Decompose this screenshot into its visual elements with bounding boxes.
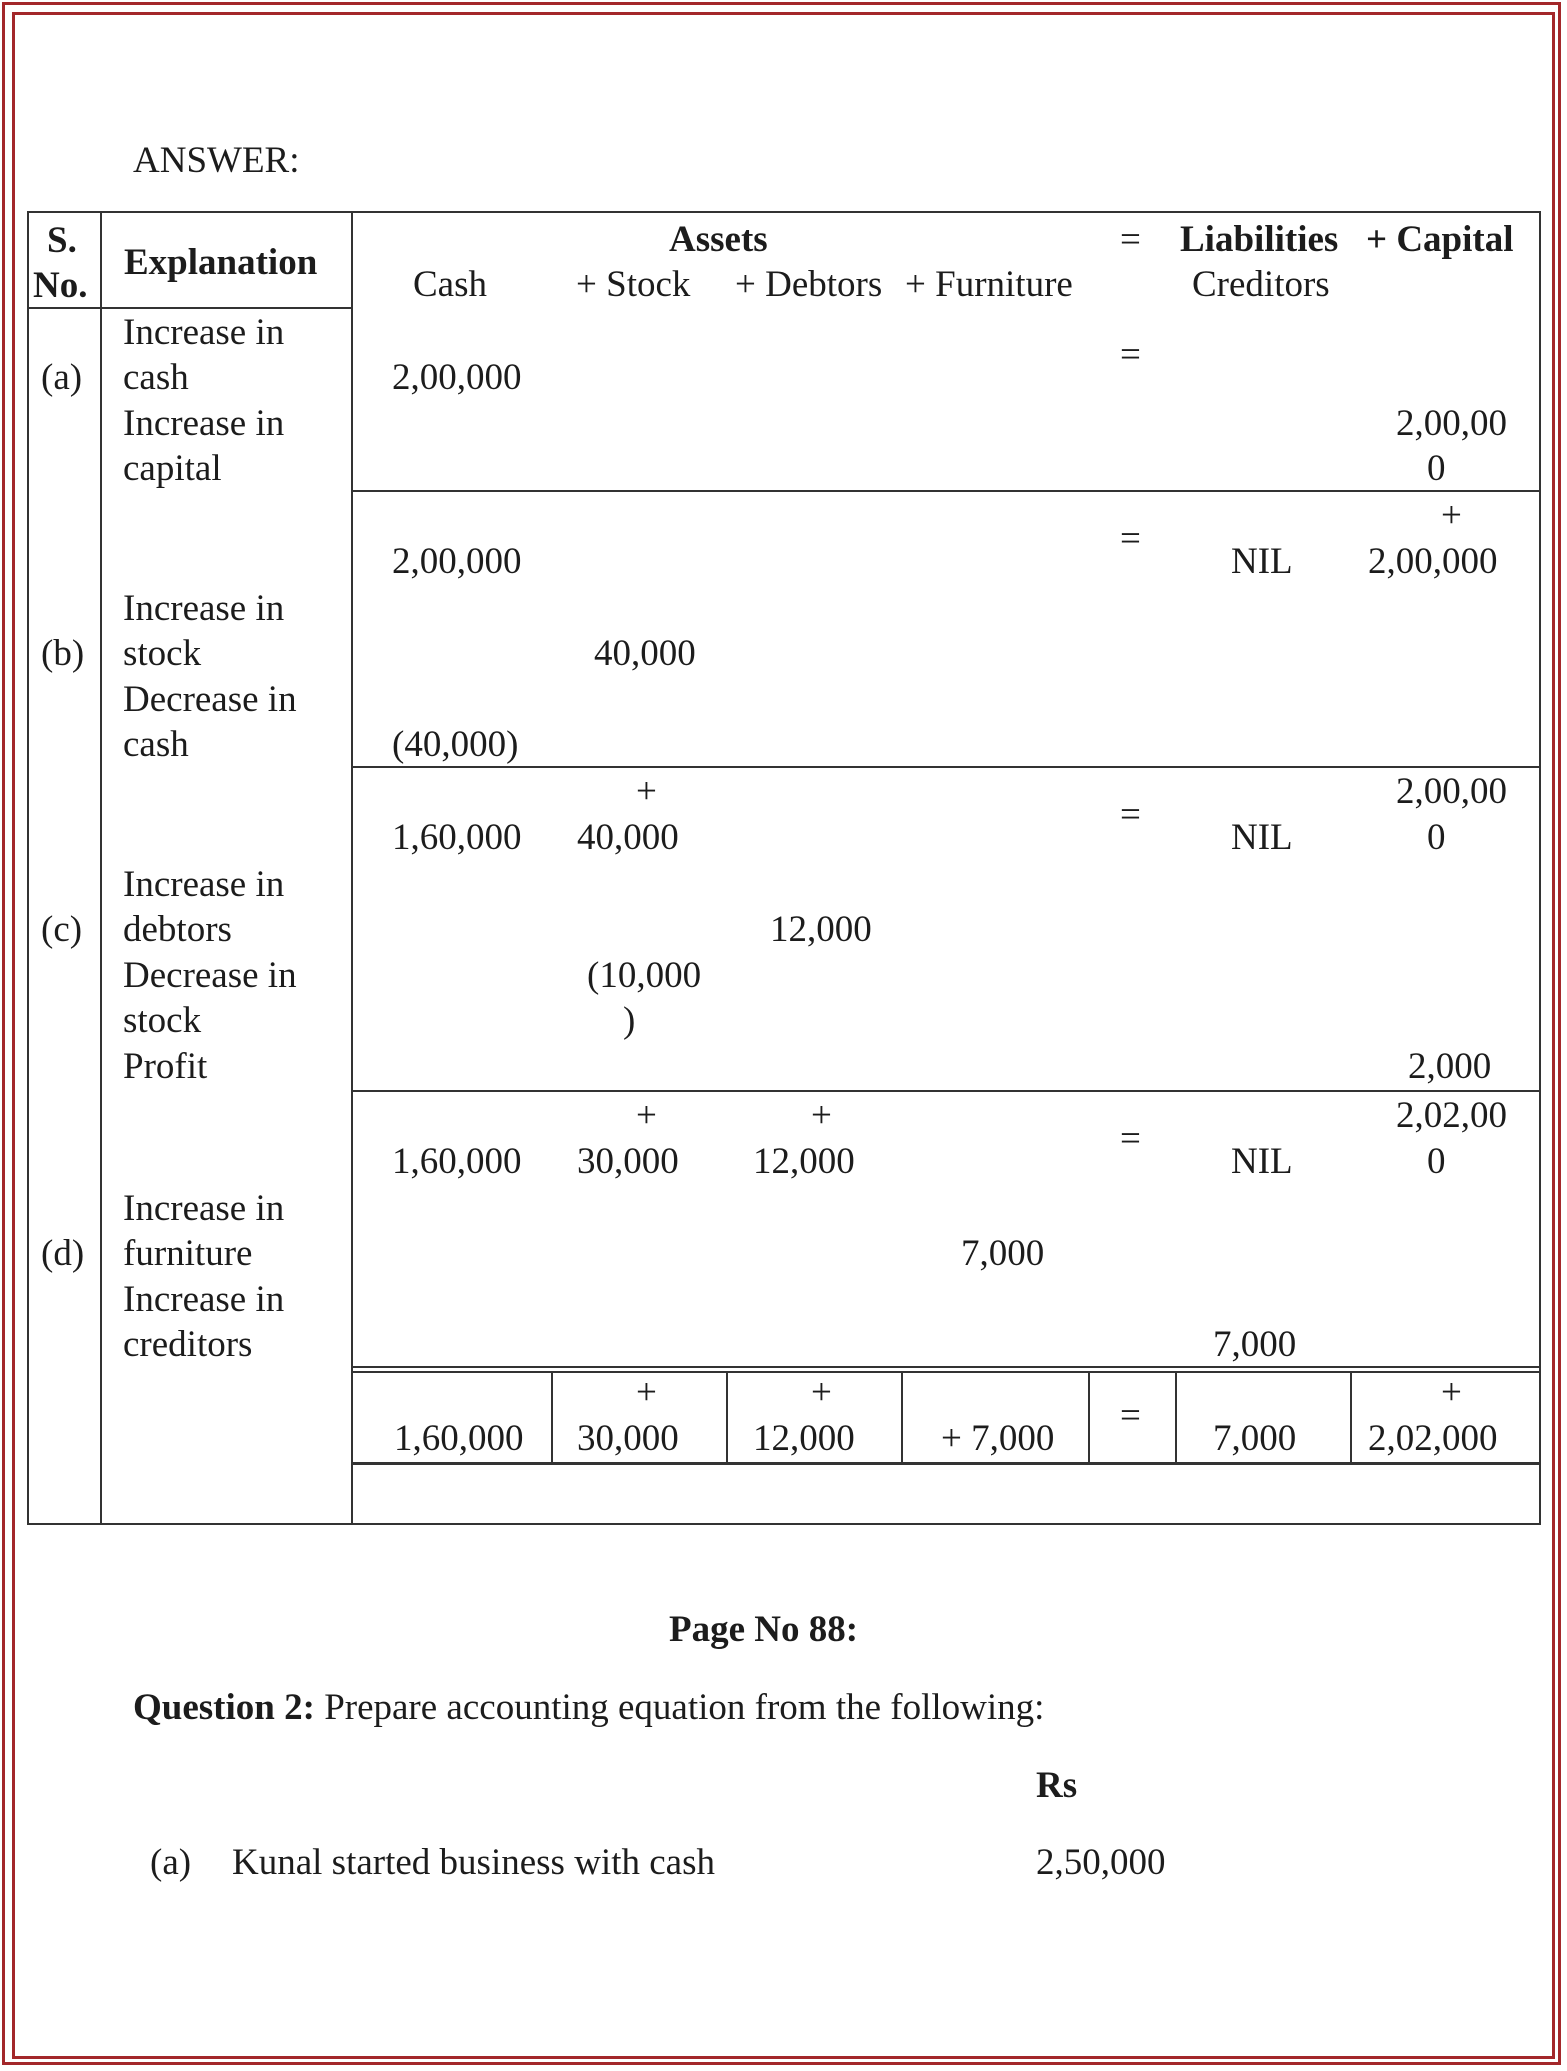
- row-b-explanation-4: cash: [123, 724, 189, 765]
- row-d-balance-cash: 1,60,000: [392, 1141, 522, 1182]
- total-capital: 2,02,000: [1368, 1418, 1498, 1459]
- row-d-explanation-2: furniture: [123, 1233, 253, 1274]
- header-creditors: Creditors: [1192, 264, 1330, 305]
- row-c-balance-stock-sign: +: [636, 771, 657, 812]
- row-c-balance-stock: 40,000: [577, 817, 679, 858]
- total-stock-sign: +: [636, 1372, 657, 1413]
- row-c-balance-capital-2: 0: [1427, 817, 1446, 858]
- header-equals: =: [1120, 219, 1141, 260]
- currency-header: Rs: [1036, 1765, 1078, 1806]
- row-c-balance-creditors: NIL: [1231, 817, 1293, 858]
- row-a-cash: 2,00,000: [392, 357, 522, 398]
- row-d-explanation-1: Increase in: [123, 1188, 285, 1229]
- row-b-explanation-1: Increase in: [123, 588, 285, 629]
- row-b-stock: 40,000: [594, 633, 696, 674]
- header-stock: + Stock: [576, 264, 691, 305]
- page-number-heading: Page No 88:: [669, 1609, 859, 1650]
- row-c-explanation-2: debtors: [123, 909, 232, 950]
- row-d-furniture: 7,000: [961, 1233, 1045, 1274]
- row-b-label: (b): [41, 633, 85, 674]
- row-a-explanation-2: cash: [123, 357, 189, 398]
- question-text: Prepare accounting equation from the following:: [324, 1687, 1045, 1728]
- row-c-explanation-5: Profit: [123, 1046, 208, 1087]
- question-line: [133, 1685, 1044, 1730]
- row-c-stock-1: (10,000: [587, 955, 702, 996]
- header-capital: + Capital: [1366, 219, 1514, 260]
- item-a-value: 2,50,000: [1036, 1842, 1166, 1883]
- header-cash: Cash: [413, 264, 487, 305]
- row-c-balance-capital-1: 2,00,00: [1396, 771, 1507, 812]
- row-c-explanation-1: Increase in: [123, 864, 285, 905]
- question-label: Question 2:: [133, 1687, 315, 1728]
- row-b-balance-equals: =: [1120, 518, 1141, 559]
- item-a-text: Kunal started business with cash: [232, 1842, 715, 1883]
- row-b-explanation-3: Decrease in: [123, 679, 297, 720]
- header-debtors: + Debtors: [735, 264, 883, 305]
- row-d-balance-debtors-sign: +: [811, 1095, 832, 1136]
- row-d-explanation-4: creditors: [123, 1324, 253, 1365]
- row-d-balance-stock: 30,000: [577, 1141, 679, 1182]
- header-sno-line1: S.: [47, 220, 77, 261]
- total-capital-sign: +: [1441, 1372, 1462, 1413]
- row-d-balance-stock-sign: +: [636, 1095, 657, 1136]
- row-b-balance-capital: 2,00,000: [1368, 541, 1498, 582]
- row-a-capital-2: 0: [1427, 448, 1446, 489]
- row-a-label: (a): [41, 357, 83, 398]
- row-c-debtors: 12,000: [770, 909, 872, 950]
- total-furniture: + 7,000: [941, 1418, 1055, 1459]
- answer-heading: ANSWER:: [133, 140, 300, 181]
- item-a-label: (a): [150, 1842, 192, 1883]
- row-c-explanation-4: stock: [123, 1000, 202, 1041]
- total-creditors: 7,000: [1213, 1418, 1297, 1459]
- row-c-balance-equals: =: [1120, 794, 1141, 835]
- row-b-balance-creditors: NIL: [1231, 541, 1293, 582]
- row-a-capital-1: 2,00,00: [1396, 403, 1507, 444]
- row-c-explanation-3: Decrease in: [123, 955, 297, 996]
- header-sno-line2: No.: [33, 265, 88, 306]
- total-debtors-sign: +: [811, 1372, 832, 1413]
- row-b-explanation-2: stock: [123, 633, 202, 674]
- header-explanation: Explanation: [124, 242, 318, 283]
- row-d-balance-capital-1: 2,02,00: [1396, 1095, 1507, 1136]
- row-a-equals: =: [1120, 334, 1141, 375]
- row-d-balance-creditors: NIL: [1231, 1141, 1293, 1182]
- total-equals: =: [1120, 1395, 1141, 1436]
- row-c-balance-cash: 1,60,000: [392, 817, 522, 858]
- row-d-balance-debtors: 12,000: [753, 1141, 855, 1182]
- header-assets: Assets: [669, 219, 768, 260]
- row-d-creditors: 7,000: [1213, 1324, 1297, 1365]
- total-cash: 1,60,000: [394, 1418, 524, 1459]
- header-liabilities: Liabilities: [1180, 219, 1339, 260]
- row-c-stock-2: ): [623, 1000, 636, 1041]
- row-a-explanation-4: capital: [123, 448, 222, 489]
- row-d-balance-capital-2: 0: [1427, 1141, 1446, 1182]
- row-c-capital: 2,000: [1408, 1046, 1492, 1087]
- row-a-explanation-1: Increase in: [123, 312, 285, 353]
- row-c-label: (c): [41, 909, 83, 950]
- row-d-explanation-3: Increase in: [123, 1279, 285, 1320]
- header-furniture: + Furniture: [905, 264, 1073, 305]
- row-b-balance-capital-sign: +: [1441, 495, 1462, 536]
- row-d-balance-equals: =: [1120, 1118, 1141, 1159]
- row-b-balance-cash: 2,00,000: [392, 541, 522, 582]
- total-debtors: 12,000: [753, 1418, 855, 1459]
- total-stock: 30,000: [577, 1418, 679, 1459]
- row-b-cash: (40,000): [392, 724, 519, 765]
- row-d-label: (d): [41, 1233, 85, 1274]
- row-a-explanation-3: Increase in: [123, 403, 285, 444]
